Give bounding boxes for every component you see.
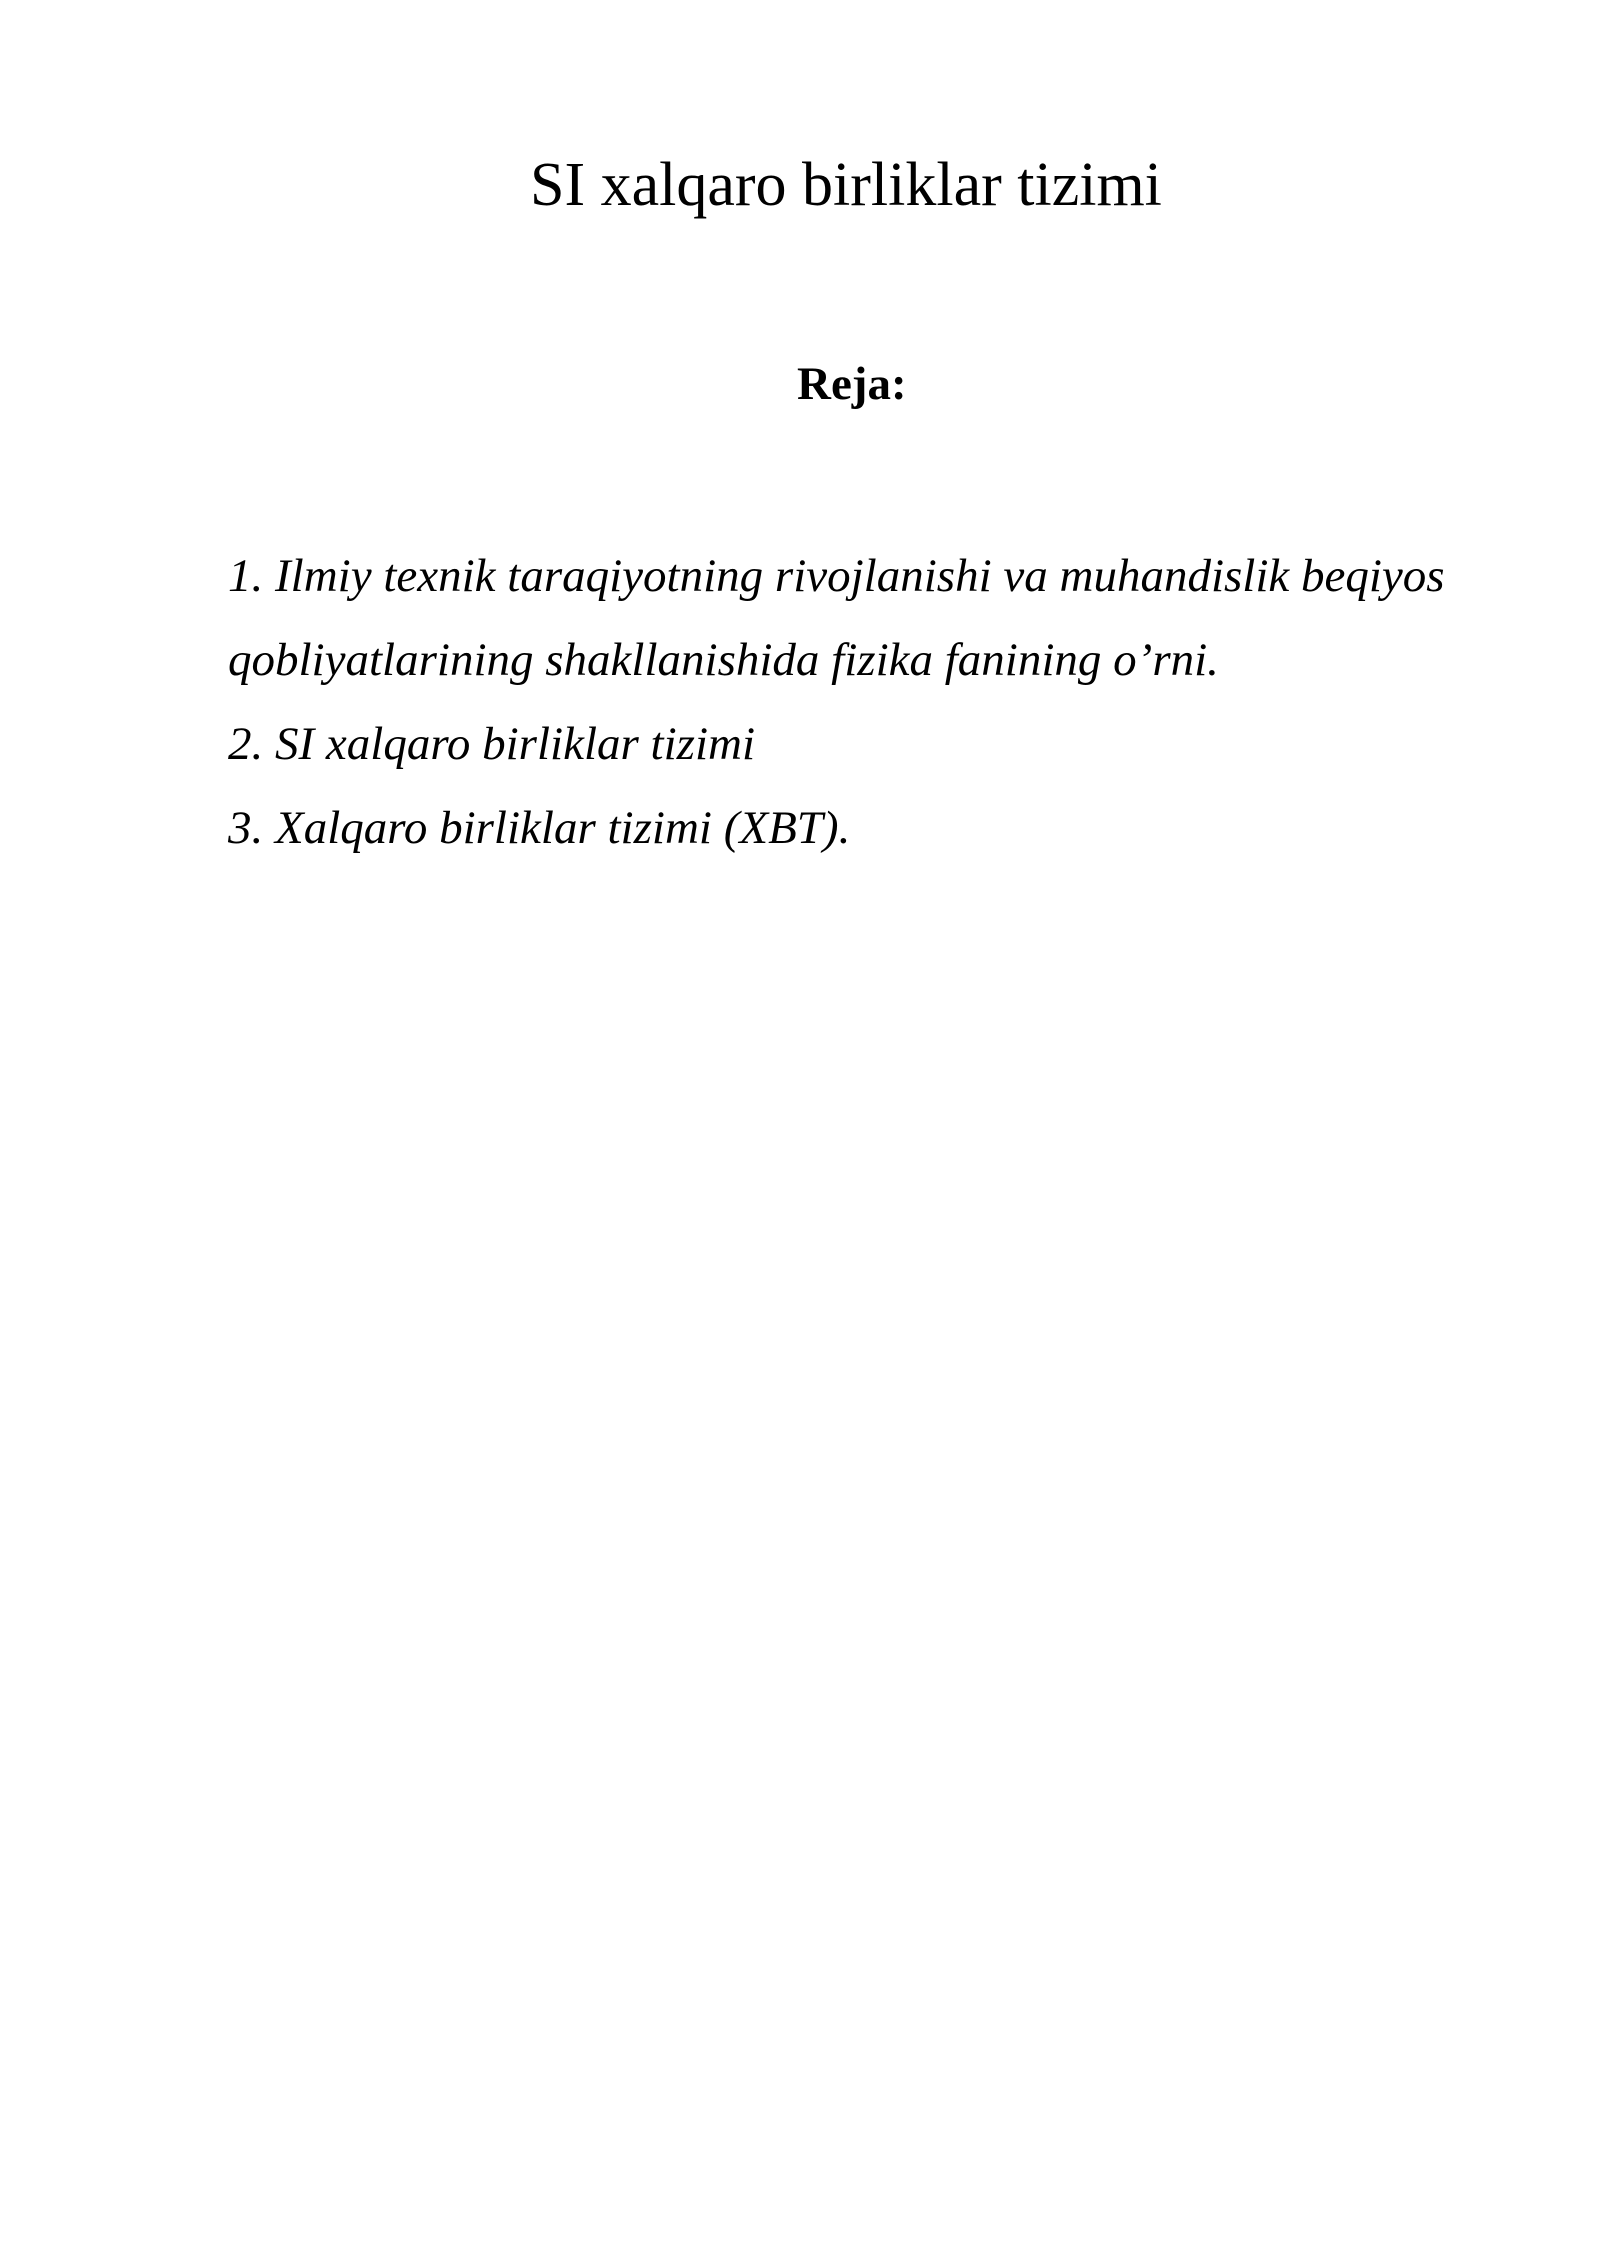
plan-list [228,534,1528,870]
plan-heading: Reja: [797,358,907,410]
plan-item-1: 1. Ilmiy texnik taraqiyotning rivojlanishi va muhandislik beqiyos qobliyatlarining shakllanishida fizika fanining o’rni. [228,550,1445,686]
plan-item-3: 3. Xalqaro birliklar tizimi (XBT). [228,802,851,854]
plan-item-2: 2. SI xalqaro birliklar tizimi [228,718,756,770]
document-title: SI xalqaro birliklar tizimi [530,151,1162,219]
